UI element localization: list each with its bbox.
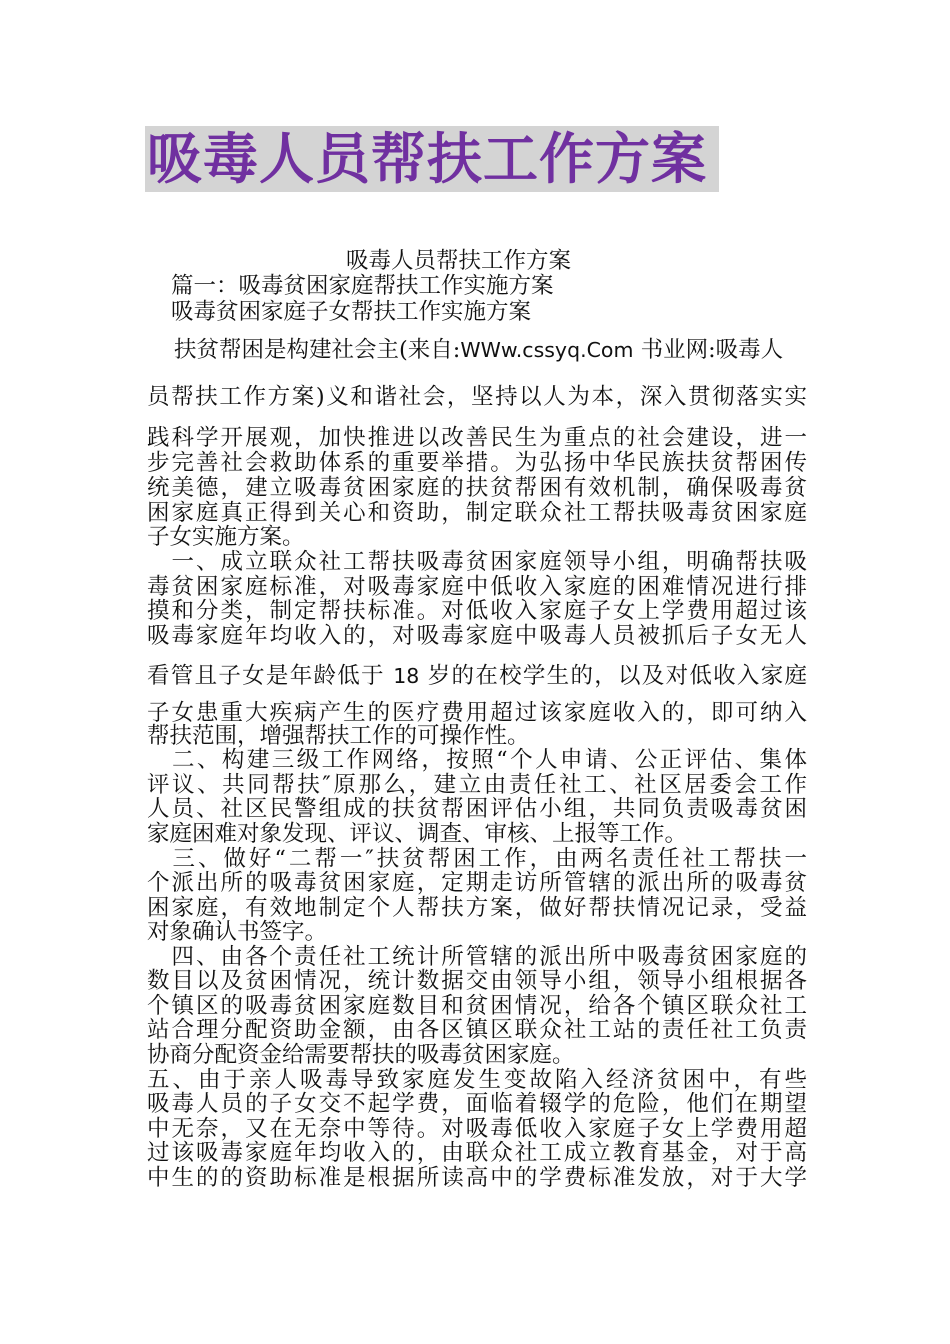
paragraph-line: 人员、社区民警组成的扶贫帮困评估小组，共同负责吸毒贫困 xyxy=(147,796,807,822)
paragraph-line: 个镇区的吸毒贫困家庭数目和贫困情况，给各个镇区联众社工 xyxy=(147,993,807,1019)
intro-text-a: 扶贫帮困是构建社会主(来自: xyxy=(174,337,461,363)
paragraph-line: 三、做好“二帮一″扶贫帮困工作，由两名责任社工帮扶一 xyxy=(147,846,807,872)
paragraph-line: 协商分配资金给需要帮扶的吸毒贫困家庭。 xyxy=(147,1042,575,1068)
paragraph-line: 帮扶范围，增强帮扶工作的可操作性。 xyxy=(147,723,530,749)
paragraph-line: 过该吸毒家庭年均收入的，由联众社工成立教育基金，对于高 xyxy=(147,1140,807,1166)
document-title: 吸毒人员帮扶工作方案 xyxy=(147,127,708,191)
paragraph-line: 二、构建三级工作网络，按照“个人申请、公正评估、集体 xyxy=(147,747,807,773)
paragraph-line: 困家庭，有效地制定个人帮扶方案，做好帮扶情况记录，受益 xyxy=(147,895,807,921)
chapter-heading: 篇一：吸毒贫困家庭帮扶工作实施方案 xyxy=(171,273,554,299)
paragraph-line: 中生的的资助标准是根据所读高中的学费标准发放，对于大学 xyxy=(147,1165,807,1191)
intro-text-b: 书业网:吸毒人 xyxy=(633,337,784,363)
plan-heading: 吸毒贫困家庭子女帮扶工作实施方案 xyxy=(171,299,532,325)
source-url: WWw.cssyq.Com xyxy=(460,338,634,362)
paragraph-line: 中无奈，又在无奈中等待。对吸毒低收入家庭子女上学费用超 xyxy=(147,1116,807,1142)
intro-line xyxy=(174,337,783,363)
paragraph-line: 毒贫困家庭标准，对吸毒家庭中低收入家庭的困难情况进行排 xyxy=(147,574,807,600)
paragraph-line: 评议、共同帮扶″原那么，建立由责任社工、社区居委会工作 xyxy=(147,772,807,798)
paragraph-line: 子女患重大疾病产生的医疗费用超过该家庭收入的，即可纳入 xyxy=(147,700,807,726)
paragraph-line: 摸和分类，制定帮扶标准。对低收入家庭子女上学费用超过该 xyxy=(147,598,807,624)
paragraph-line: 家庭困难对象发现、评议、调查、审核、上报等工作。 xyxy=(147,821,688,847)
paragraph-line: 员帮扶工作方案)义和谐社会，坚持以人为本，深入贯彻落实实 xyxy=(147,384,807,410)
paragraph-line: 践科学开展观，加快推进以改善民生为重点的社会建设，进一 xyxy=(147,425,807,451)
paragraph-line: 困家庭真正得到关心和资助，制定联众社工帮扶吸毒贫困家庭 xyxy=(147,500,807,526)
paragraph-line: 吸毒人员的子女交不起学费，面临着辍学的危险，他们在期望 xyxy=(147,1091,807,1117)
paragraph-line: 子女实施方案。 xyxy=(147,524,305,550)
age-line xyxy=(147,663,807,689)
age-text-b: 岁的在校学生的，以及对低收入家庭 xyxy=(419,663,807,689)
paragraph-line: 一、成立联众社工帮扶吸毒贫困家庭领导小组，明确帮扶吸 xyxy=(147,549,807,575)
paragraph-line: 步完善社会救助体系的重要举措。为弘扬中华民族扶贫帮困传 xyxy=(147,450,807,476)
paragraph-line: 站合理分配资助金额，由各区镇区联众社工站的责任社工负责 xyxy=(147,1017,807,1043)
paragraph-line: 对象确认书签字。 xyxy=(147,919,328,945)
paragraph-line: 四、由各个责任社工统计所管辖的派出所中吸毒贫困家庭的 xyxy=(147,944,807,970)
paragraph-line: 统美德，建立吸毒贫困家庭的扶贫帮困有效机制，确保吸毒贫 xyxy=(147,475,807,501)
paragraph-line: 数目以及贫困情况，统计数据交由领导小组，领导小组根据各 xyxy=(147,968,807,994)
age-text-a: 看管且子女是年龄低于 xyxy=(147,663,394,689)
subtitle: 吸毒人员帮扶工作方案 xyxy=(346,248,572,274)
paragraph-line: 五、由于亲人吸毒导致家庭发生变故陷入经济贫困中，有些 xyxy=(147,1067,807,1093)
paragraph-line: 吸毒家庭年均收入的，对吸毒家庭中吸毒人员被抓后子女无人 xyxy=(147,623,807,649)
age-number: 18 xyxy=(393,664,420,688)
paragraph-line: 个派出所的吸毒贫困家庭，定期走访所管辖的派出所的吸毒贫 xyxy=(147,870,807,896)
